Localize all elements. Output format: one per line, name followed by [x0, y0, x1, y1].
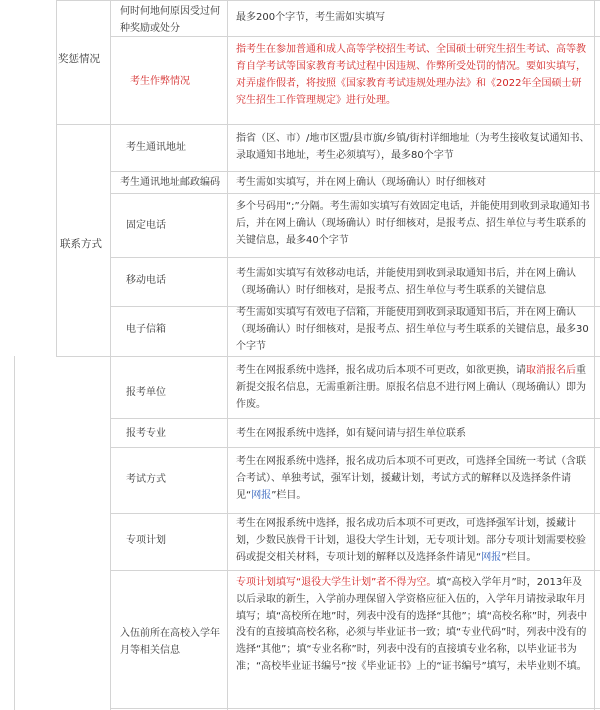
field-desc: 指考生在参加普通和成人高等学校招生考试、全国硕士研究生招生考试、高等教育自学考试等国家教育考试过程中因违规、作弊所受处罚的情况。要如实填写，对弄虚作假者，将按照《国家教育考试违规处理办法》和《2022年全国硕士研究生招生工作管理规定》进行处理。 [236, 44, 586, 106]
field-desc: 考生在网报系统中选择，报名成功后本项不可更改，可选择全国统一考试（含联合考试）、单独考试，强军计划，援藏计划，考试方式的解释以及选择条件请见“网报”栏目。 [236, 456, 586, 501]
field-label: 考生通讯地址邮政编码 [120, 177, 220, 188]
field-desc: 考生需如实填写，并在网上确认（现场确认）时仔细核对 [236, 177, 486, 188]
category-awards: 奖惩情况 [58, 53, 100, 65]
field-desc: 考生在网报系统中选择，报名成功后本项不可更改，可选择强军计划，援藏计划，少数民族骨干计划，退役大学生计划，无专项计划。部分专项计划需要校验码或提交相关材料，专项计划的解释以及选择条件请见“网报”栏目。 [236, 518, 586, 563]
field-label: 考生通讯地址 [126, 142, 186, 153]
field-label: 入伍前所在高校入学年月等相关信息 [120, 628, 220, 656]
field-desc: 考生需如实填写有效移动电话，并能使用到收到录取通知书后，并在网上确认（现场确认）时仔细核对，是报考点、招生单位与考生联系的关键信息 [236, 268, 576, 296]
field-desc: 专项计划填写“退役大学生计划”者不得为空。填“高校入学年月”时，2013年及以后录取的新生，入学前办理保留入学资格应征入伍的，入学年月请按录取年月填写；填“高校所在地”时，列表中没有的选择“其他”；填“高校名称”时，列表中没有的直接填高校名称，必须与毕业证书一致；填“专业代码”时，列表中没有的选择“其他”；填“专业名称”时，列表中没有的直接填专业名称，以毕业证书为准；“高校毕业证书编号”按《毕业证书》上的“证书编号”填写，未毕业则不填。 [236, 577, 588, 672]
field-label: 报考单位 [126, 387, 166, 398]
field-label: 报考专业 [126, 428, 166, 439]
field-label: 电子信箱 [126, 324, 166, 335]
field-desc: 考生在网报系统中选择，如有疑问请与招生单位联系 [236, 428, 466, 439]
field-desc: 多个号码用“;”分隔。考生需如实填写有效固定电话，并能使用到收到录取通知书后，并在网上确认（现场确认）时仔细核对，是报考点、招生单位与考生联系的关键信息，最多40个字节 [236, 201, 590, 246]
field-label: 何时何地何原因受过何种奖励或处分 [120, 6, 220, 34]
field-label: 移动电话 [126, 275, 166, 286]
field-desc: 最多200个字节，考生需如实填写 [236, 12, 386, 23]
field-desc: 考生需如实填写有效电子信箱，并能使用到收到录取通知书后，并在网上确认（现场确认）时仔细核对，是报考点、招生单位与考生联系的关键信息，最多30个字节 [236, 307, 589, 352]
field-label: 考试方式 [126, 474, 166, 485]
field-label: 考生作弊情况 [130, 76, 190, 87]
field-label: 专项计划 [126, 535, 166, 546]
field-desc: 考生在网报系统中选择，报名成功后本项不可更改，如欲更换，请取消报名后重新提交报名信息，无需重新注册。原报名信息不进行网上确认（现场确认）即为作废。 [236, 365, 586, 410]
field-label: 固定电话 [126, 220, 166, 231]
category-contact: 联系方式 [60, 238, 102, 250]
field-desc: 指省（区、市）/地市区盟/县市旗/乡镇/街村详细地址（为考生接收复试通知书、录取通知书地址，考生必须填写），最多80个字节 [236, 133, 590, 161]
